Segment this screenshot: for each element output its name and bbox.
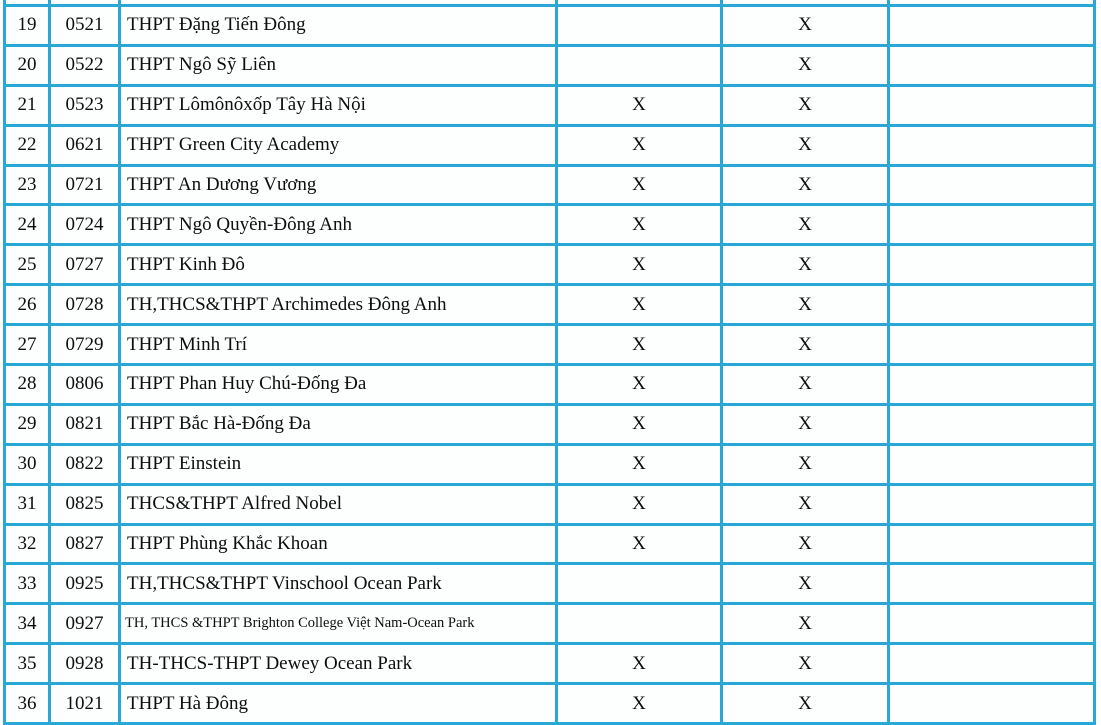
note-cell [889,125,1095,165]
school-name-cell: TH, THCS &THPT Brighton College Việt Nam-Ocean Park [120,604,557,644]
code-cell: 0928 [50,644,120,684]
school-name-cell: THPT Phan Huy Chú-Đống Đa [120,365,557,405]
row-number-cell: 28 [5,365,50,405]
x2-cell: X [722,524,889,564]
x1-cell: X [557,684,722,724]
row-number-cell: 32 [5,524,50,564]
code-cell: 0728 [50,285,120,325]
table-row [5,564,1095,604]
row-number-cell: 22 [5,125,50,165]
table-row [5,325,1095,365]
x2-cell: X [722,245,889,285]
school-name-cell: THPT Ngô Sỹ Liên [120,45,557,85]
school-name-cell: THPT Green City Academy [120,125,557,165]
x1-cell [557,45,722,85]
table-row [5,165,1095,205]
note-cell [889,285,1095,325]
table-row [5,484,1095,524]
code-cell: 0827 [50,524,120,564]
x1-cell: X [557,165,722,205]
school-name-cell: THPT Ngô Quyền-Đông Anh [120,205,557,245]
x2-cell: X [722,125,889,165]
x1-cell [557,604,722,644]
code-cell: 0521 [50,6,120,46]
x2-cell: X [722,564,889,604]
x2-cell: X [722,325,889,365]
code-cell: 0806 [50,365,120,405]
note-cell [889,365,1095,405]
x2-cell: X [722,6,889,46]
x1-cell: X [557,205,722,245]
row-number-cell: 36 [5,684,50,724]
x1-cell: X [557,524,722,564]
x2-cell: X [722,604,889,644]
x1-cell: X [557,285,722,325]
note-cell [889,85,1095,125]
x1-cell: X [557,444,722,484]
code-cell: 0822 [50,444,120,484]
x2-cell: X [722,205,889,245]
table-row [5,604,1095,644]
table-row [5,644,1095,684]
school-name-cell: TH,THCS&THPT Archimedes Đông Anh [120,285,557,325]
note-cell [889,404,1095,444]
note-cell [889,524,1095,564]
row-number-cell: 35 [5,644,50,684]
row-number-cell: 29 [5,404,50,444]
code-cell: 0927 [50,604,120,644]
x2-cell: X [722,444,889,484]
x2-cell: X [722,644,889,684]
code-cell: 0729 [50,325,120,365]
school-name-cell: THCS&THPT Alfred Nobel [120,484,557,524]
school-name-cell: THPT Đặng Tiến Đông [120,6,557,46]
row-number-cell: 24 [5,205,50,245]
code-cell: 0721 [50,165,120,205]
x1-cell: X [557,245,722,285]
code-cell: 0825 [50,484,120,524]
table-row [5,684,1095,724]
x2-cell: X [722,45,889,85]
code-cell: 0724 [50,205,120,245]
school-table [3,0,1096,725]
code-cell: 0522 [50,45,120,85]
note-cell [889,245,1095,285]
school-name-cell: THPT Minh Trí [120,325,557,365]
row-number-cell: 34 [5,604,50,644]
row-number-cell: 31 [5,484,50,524]
row-number-cell: 20 [5,45,50,85]
code-cell: 0621 [50,125,120,165]
note-cell [889,165,1095,205]
code-cell: 0523 [50,85,120,125]
x1-cell [557,564,722,604]
code-cell: 0727 [50,245,120,285]
table-row [5,404,1095,444]
note-cell [889,444,1095,484]
note-cell [889,205,1095,245]
row-number-cell: 30 [5,444,50,484]
table-row [5,365,1095,405]
x2-cell: X [722,484,889,524]
x2-cell: X [722,404,889,444]
code-cell: 0821 [50,404,120,444]
note-cell [889,6,1095,46]
table-row [5,85,1095,125]
row-number-cell: 21 [5,85,50,125]
code-cell: 1021 [50,684,120,724]
x1-cell: X [557,325,722,365]
x1-cell: X [557,365,722,405]
table-row [5,45,1095,85]
table-row [5,524,1095,564]
table-row [5,245,1095,285]
table-body [5,0,1095,724]
school-name-cell: THPT Lômônôxốp Tây Hà Nội [120,85,557,125]
school-name-cell: THPT Bắc Hà-Đống Đa [120,404,557,444]
row-number-cell: 27 [5,325,50,365]
table-row [5,205,1095,245]
school-name-cell: TH,THCS&THPT Vinschool Ocean Park [120,564,557,604]
note-cell [889,644,1095,684]
note-cell [889,564,1095,604]
code-cell: 0925 [50,564,120,604]
note-cell [889,684,1095,724]
table-row [5,444,1095,484]
x1-cell: X [557,125,722,165]
x1-cell [557,6,722,46]
x1-cell: X [557,484,722,524]
row-number-cell: 33 [5,564,50,604]
row-number-cell: 23 [5,165,50,205]
school-name-cell: THPT Einstein [120,444,557,484]
x1-cell: X [557,644,722,684]
table-row [5,285,1095,325]
table-row [5,125,1095,165]
row-number-cell: 26 [5,285,50,325]
school-name-cell: TH-THCS-THPT Dewey Ocean Park [120,644,557,684]
row-number-cell: 19 [5,6,50,46]
school-name-cell: THPT Phùng Khắc Khoan [120,524,557,564]
note-cell [889,325,1095,365]
school-name-cell: THPT Hà Đông [120,684,557,724]
row-number-cell: 25 [5,245,50,285]
x1-cell: X [557,85,722,125]
x2-cell: X [722,684,889,724]
table-row [5,6,1095,46]
x2-cell: X [722,85,889,125]
x1-cell: X [557,404,722,444]
x2-cell: X [722,285,889,325]
note-cell [889,45,1095,85]
note-cell [889,604,1095,644]
school-name-cell: THPT An Dương Vương [120,165,557,205]
x2-cell: X [722,165,889,205]
x2-cell: X [722,365,889,405]
school-name-cell: THPT Kinh Đô [120,245,557,285]
note-cell [889,484,1095,524]
